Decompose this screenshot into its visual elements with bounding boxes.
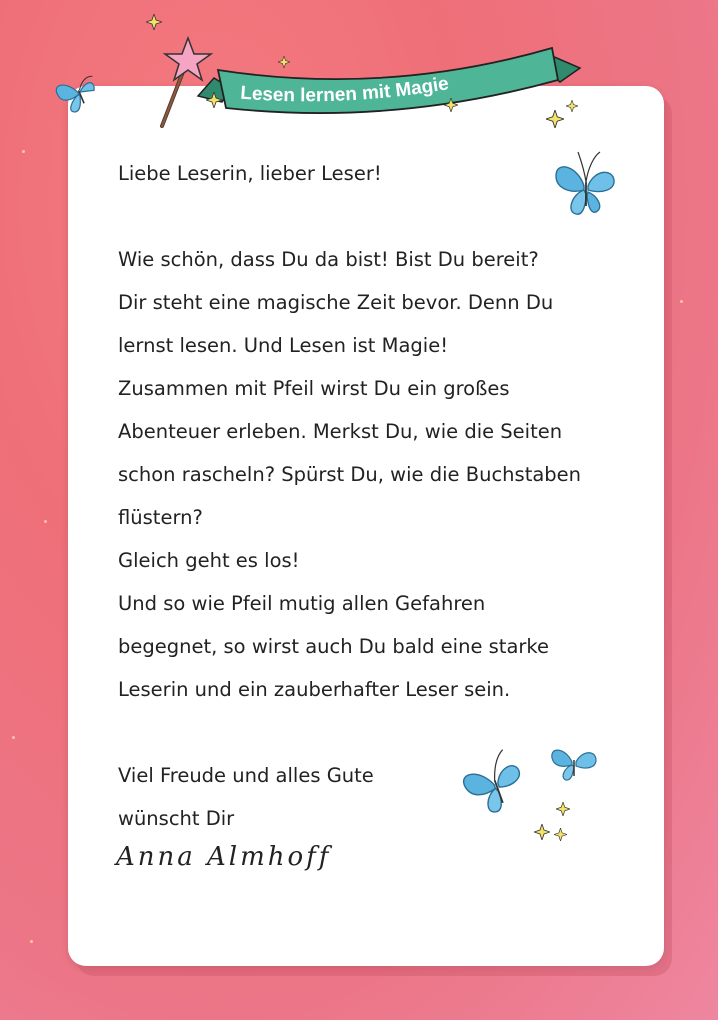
- sparkle-star-icon: [278, 56, 290, 68]
- letter-body-line: Abenteuer erleben. Merkst Du, wie die Seiten: [118, 420, 563, 443]
- letter-text: [118, 152, 638, 840]
- sparkle-star-icon: [566, 100, 578, 112]
- letter-body-line: Dir steht eine magische Zeit bevor. Denn Du: [118, 291, 554, 314]
- sparkle-star-icon: [444, 98, 458, 112]
- butterfly-icon: [50, 68, 110, 116]
- sparkle-star-icon: [146, 14, 162, 30]
- letter-body-line: begegnet, so wirst auch Du bald eine starke: [118, 635, 550, 658]
- paragraph-gap: [118, 195, 638, 238]
- background-speck: [44, 520, 47, 523]
- background-speck: [12, 736, 15, 739]
- letter-body-line: Zusammen mit Pfeil wirst Du ein großes: [118, 377, 510, 400]
- sparkle-star-icon: [554, 828, 567, 841]
- sparkle-star-icon: [556, 802, 570, 816]
- background-speck: [30, 940, 33, 943]
- background-speck: [680, 300, 683, 303]
- letter-body-line: Gleich geht es los!: [118, 549, 300, 572]
- banner-title: Lesen lernen mit Magie: [239, 73, 451, 107]
- sparkle-star-icon: [534, 824, 550, 840]
- sparkle-star-icon: [206, 92, 222, 108]
- letter-body-line: lernst lesen. Und Lesen ist Magie!: [118, 334, 449, 357]
- background-speck: [22, 150, 25, 153]
- letter-body-line: Wie schön, dass Du da bist! Bist Du bereit?: [118, 248, 539, 271]
- butterfly-icon: [458, 746, 534, 822]
- letter-closing: wünscht Dir: [118, 807, 235, 830]
- letter-body-line: Und so wie Pfeil mutig allen Gefahren: [118, 592, 486, 615]
- letter-body-line: flüstern?: [118, 506, 203, 529]
- letter-greeting: Liebe Leserin, lieber Leser!: [118, 162, 382, 185]
- sparkle-star-icon: [546, 110, 564, 128]
- signature: Anna Almhoff: [116, 842, 332, 872]
- letter-closing: Viel Freude und alles Gute: [118, 764, 374, 787]
- title-banner: [196, 22, 586, 118]
- letter-body-line: schon rascheln? Spürst Du, wie die Buchstaben: [118, 463, 582, 486]
- letter-body-line: Leserin und ein zauberhafter Leser sein.: [118, 678, 511, 701]
- butterfly-icon: [546, 738, 602, 786]
